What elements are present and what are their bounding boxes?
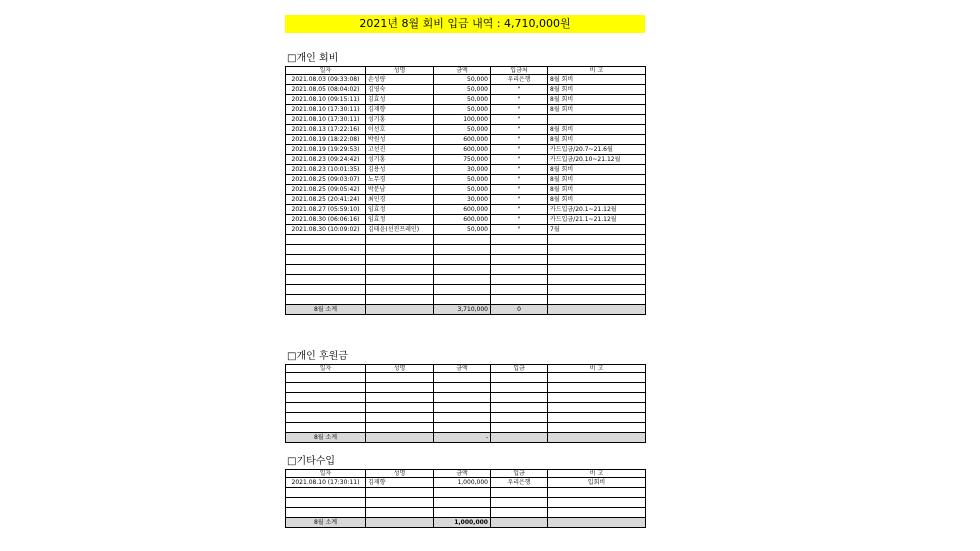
table-cell	[366, 393, 434, 403]
table-cell: 8월 회비	[548, 75, 646, 85]
column-header-amount: 금액	[434, 67, 491, 75]
table-row	[286, 478, 646, 488]
table-cell	[434, 403, 491, 413]
table-cell	[434, 275, 491, 285]
table-cell	[548, 265, 646, 275]
table-row	[286, 215, 646, 225]
column-header-note: 비 고	[548, 67, 646, 75]
table-cell: 최인경	[366, 195, 434, 205]
table-cell	[286, 235, 366, 245]
table-cell: 8월 회비	[548, 185, 646, 195]
table-cell: 2021.08.30 (06:06:16)	[286, 215, 366, 225]
table-cell: 600,000	[434, 205, 491, 215]
table-cell: 8월 소계	[286, 305, 366, 315]
table-cell	[548, 275, 646, 285]
table-cell	[548, 518, 646, 528]
table-row	[286, 175, 646, 185]
table-cell	[366, 488, 434, 498]
table-cell: 2021.08.23 (09:24:42)	[286, 155, 366, 165]
table-cell	[366, 423, 434, 433]
table-row	[286, 225, 646, 235]
table-cell: 2021.08.23 (10:01:35)	[286, 165, 366, 175]
table-row	[286, 295, 646, 305]
page-title: 2021년 8월 회비 입금 내역 : 4,710,000원	[285, 15, 645, 33]
table-cell: 0	[491, 305, 548, 315]
subtotal-row	[286, 518, 646, 528]
table-row	[286, 373, 646, 383]
table-cell	[366, 285, 434, 295]
table-cell	[286, 403, 366, 413]
table-cell: 30,000	[434, 195, 491, 205]
table-cell	[434, 295, 491, 305]
table-cell	[491, 235, 548, 245]
table-row	[286, 488, 646, 498]
table-row	[286, 195, 646, 205]
table-cell	[548, 508, 646, 518]
table-cell	[548, 255, 646, 265]
table-cell	[286, 413, 366, 423]
table-cell	[286, 393, 366, 403]
table-cell	[548, 373, 646, 383]
table-cell: 600,000	[434, 145, 491, 155]
table-cell: 카드입금/20.10~21.12월	[548, 155, 646, 165]
table-cell: 50,000	[434, 85, 491, 95]
table-cell	[434, 285, 491, 295]
table-row	[286, 383, 646, 393]
table-cell: 30,000	[434, 165, 491, 175]
table-cell	[491, 413, 548, 423]
table-cell: 카드입금/20.7~21.6월	[548, 145, 646, 155]
personal-dues-table	[285, 66, 646, 315]
table-cell: 8월 회비	[548, 165, 646, 175]
table-cell: 카드입금/20.1~21.12월	[548, 205, 646, 215]
table-cell	[286, 508, 366, 518]
table-cell	[548, 245, 646, 255]
column-header-date: 일자	[286, 365, 366, 373]
table-cell: 이선호	[366, 125, 434, 135]
table-cell: 김재향	[366, 105, 434, 115]
table-cell: 3,710,000	[434, 305, 491, 315]
table-row	[286, 145, 646, 155]
table-cell	[548, 423, 646, 433]
table-cell	[548, 383, 646, 393]
table-cell: "	[491, 85, 548, 95]
table-cell: 김영숙	[366, 85, 434, 95]
table-row	[286, 255, 646, 265]
table-cell	[286, 285, 366, 295]
table-cell	[548, 488, 646, 498]
table-cell	[366, 403, 434, 413]
table-cell: 8월 회비	[548, 105, 646, 115]
table-cell: 박원성	[366, 135, 434, 145]
table-cell: 8월 소계	[286, 433, 366, 443]
table-cell	[366, 498, 434, 508]
table-cell	[366, 433, 434, 443]
table-cell: "	[491, 165, 548, 175]
table-cell: 김태윤(선진프레인)	[366, 225, 434, 235]
table-cell	[491, 255, 548, 265]
table-cell	[434, 413, 491, 423]
table-row	[286, 85, 646, 95]
table-row	[286, 285, 646, 295]
table-cell: 2021.08.25 (20:41:24)	[286, 195, 366, 205]
table-cell: 8월 회비	[548, 95, 646, 105]
table-cell: 입회비	[548, 478, 646, 488]
column-header-date: 일자	[286, 470, 366, 478]
table-cell: "	[491, 145, 548, 155]
sponsorship-table	[285, 364, 646, 443]
table-header-row	[286, 67, 646, 75]
table-cell	[548, 413, 646, 423]
table-cell: 고선진	[366, 145, 434, 155]
table-cell	[491, 275, 548, 285]
table-cell	[434, 265, 491, 275]
other-income-heading: □기타수입	[287, 456, 336, 467]
table-cell	[548, 235, 646, 245]
table-cell	[286, 373, 366, 383]
table-cell: "	[491, 125, 548, 135]
table-cell	[434, 245, 491, 255]
table-cell	[366, 373, 434, 383]
table-cell: 2021.08.25 (09:03:07)	[286, 175, 366, 185]
table-cell	[286, 498, 366, 508]
table-cell: 2021.08.27 (05:59:10)	[286, 205, 366, 215]
table-cell: 50,000	[434, 225, 491, 235]
table-cell: 8월 회비	[548, 125, 646, 135]
table-cell: "	[491, 195, 548, 205]
table-cell	[434, 498, 491, 508]
table-cell	[548, 285, 646, 295]
table-cell	[491, 488, 548, 498]
table-cell	[434, 393, 491, 403]
column-header-deposit: 입금	[491, 470, 548, 478]
table-row	[286, 235, 646, 245]
table-cell: "	[491, 215, 548, 225]
table-cell	[434, 508, 491, 518]
table-cell	[548, 433, 646, 443]
table-cell: 2021.08.10 (17:30:11)	[286, 478, 366, 488]
table-cell	[286, 255, 366, 265]
table-cell: 임효정	[366, 215, 434, 225]
table-cell: "	[491, 135, 548, 145]
table-row	[286, 423, 646, 433]
table-row	[286, 205, 646, 215]
table-cell	[366, 255, 434, 265]
table-cell: 600,000	[434, 135, 491, 145]
table-row	[286, 265, 646, 275]
table-cell	[548, 305, 646, 315]
table-row	[286, 165, 646, 175]
table-row	[286, 115, 646, 125]
table-cell	[434, 255, 491, 265]
table-cell: 750,000	[434, 155, 491, 165]
table-cell: -	[434, 433, 491, 443]
table-row	[286, 275, 646, 285]
table-cell: 카드입금/21.1~21.12월	[548, 215, 646, 225]
table-cell: 2021.08.10 (09:15:11)	[286, 95, 366, 105]
column-header-date: 일자	[286, 67, 366, 75]
table-cell: "	[491, 185, 548, 195]
table-cell	[366, 245, 434, 255]
table-cell: 박분남	[366, 185, 434, 195]
table-cell: 2021.08.03 (09:33:08)	[286, 75, 366, 85]
table-header-row	[286, 470, 646, 478]
table-cell	[366, 413, 434, 423]
subtotal-row	[286, 305, 646, 315]
table-row	[286, 413, 646, 423]
table-cell: "	[491, 225, 548, 235]
table-cell	[548, 393, 646, 403]
table-cell	[366, 235, 434, 245]
table-cell: "	[491, 175, 548, 185]
table-cell	[548, 498, 646, 508]
table-cell	[434, 383, 491, 393]
table-cell: 2021.08.19 (18:22:08)	[286, 135, 366, 145]
table-row	[286, 135, 646, 145]
table-cell	[548, 403, 646, 413]
table-row	[286, 508, 646, 518]
table-cell	[491, 518, 548, 528]
table-cell: 우리은행	[491, 478, 548, 488]
table-row	[286, 403, 646, 413]
table-cell	[286, 265, 366, 275]
table-cell: 50,000	[434, 105, 491, 115]
table-row	[286, 498, 646, 508]
table-cell: 8월 회비	[548, 175, 646, 185]
table-cell	[491, 383, 548, 393]
table-cell: 8월 회비	[548, 85, 646, 95]
table-cell: 임효정	[366, 205, 434, 215]
table-row	[286, 105, 646, 115]
table-cell: 우리은행	[491, 75, 548, 85]
table-cell: 50,000	[434, 185, 491, 195]
table-cell: 50,000	[434, 125, 491, 135]
table-cell: 2021.08.05 (08:04:02)	[286, 85, 366, 95]
sponsorship-heading: □개인 후원금	[287, 351, 348, 362]
table-cell: "	[491, 155, 548, 165]
table-cell	[491, 285, 548, 295]
column-header-name: 성명	[366, 67, 434, 75]
personal-dues-heading: □개인 회비	[287, 53, 339, 64]
table-cell: 50,000	[434, 95, 491, 105]
table-cell	[366, 265, 434, 275]
table-row	[286, 185, 646, 195]
table-cell: 2021.08.25 (09:05:42)	[286, 185, 366, 195]
table-cell	[366, 508, 434, 518]
table-cell	[434, 235, 491, 245]
table-cell: "	[491, 115, 548, 125]
table-cell	[491, 403, 548, 413]
table-cell	[491, 498, 548, 508]
table-cell: 김재향	[366, 478, 434, 488]
table-header-row	[286, 365, 646, 373]
table-cell: 8월 회비	[548, 135, 646, 145]
table-cell	[366, 383, 434, 393]
table-cell	[286, 423, 366, 433]
table-cell	[366, 518, 434, 528]
table-cell: 2021.08.19 (19:29:53)	[286, 145, 366, 155]
column-header-deposit: 입금	[491, 365, 548, 373]
column-header-amount: 금액	[434, 470, 491, 478]
table-cell: 7월	[548, 225, 646, 235]
table-cell: 100,000	[434, 115, 491, 125]
table-cell	[491, 373, 548, 383]
table-cell: 김용성	[366, 165, 434, 175]
table-cell: 성기홍	[366, 155, 434, 165]
table-cell: 성기홍	[366, 115, 434, 125]
table-cell	[366, 295, 434, 305]
table-cell	[491, 508, 548, 518]
table-row	[286, 245, 646, 255]
table-cell	[434, 488, 491, 498]
table-cell: 김효성	[366, 95, 434, 105]
table-cell: 50,000	[434, 75, 491, 85]
table-row	[286, 125, 646, 135]
column-header-note: 비 고	[548, 470, 646, 478]
table-row	[286, 75, 646, 85]
table-cell: "	[491, 105, 548, 115]
table-cell: 600,000	[434, 215, 491, 225]
table-cell: 2021.08.10 (17:30:11)	[286, 115, 366, 125]
table-cell	[286, 383, 366, 393]
table-cell: 손성량	[366, 75, 434, 85]
table-cell: 50,000	[434, 175, 491, 185]
table-cell	[491, 423, 548, 433]
subtotal-row	[286, 433, 646, 443]
table-cell	[366, 275, 434, 285]
other-income-table	[285, 469, 646, 528]
table-cell	[491, 393, 548, 403]
table-cell	[434, 373, 491, 383]
table-row	[286, 393, 646, 403]
table-cell: 2021.08.13 (17:22:16)	[286, 125, 366, 135]
column-header-name: 성명	[366, 470, 434, 478]
table-row	[286, 95, 646, 105]
table-cell	[434, 423, 491, 433]
table-cell	[491, 245, 548, 255]
table-cell: 8월 회비	[548, 195, 646, 205]
column-header-note: 비 고	[548, 365, 646, 373]
table-cell	[286, 275, 366, 285]
table-cell: 8월 소계	[286, 518, 366, 528]
table-cell: "	[491, 205, 548, 215]
table-cell	[286, 245, 366, 255]
column-header-amount: 금액	[434, 365, 491, 373]
table-cell	[491, 265, 548, 275]
table-cell: 2021.08.30 (10:09:02)	[286, 225, 366, 235]
table-cell	[366, 305, 434, 315]
table-cell	[491, 295, 548, 305]
column-header-name: 성명	[366, 365, 434, 373]
table-cell	[548, 115, 646, 125]
table-cell	[548, 295, 646, 305]
table-cell	[491, 433, 548, 443]
table-cell	[286, 488, 366, 498]
table-cell	[286, 295, 366, 305]
table-cell: 1,000,000	[434, 518, 491, 528]
table-cell: 노무경	[366, 175, 434, 185]
column-header-deposit: 입금처	[491, 67, 548, 75]
table-cell: 2021.08.10 (17:30:11)	[286, 105, 366, 115]
table-cell: "	[491, 95, 548, 105]
table-row	[286, 155, 646, 165]
table-cell: 1,000,000	[434, 478, 491, 488]
